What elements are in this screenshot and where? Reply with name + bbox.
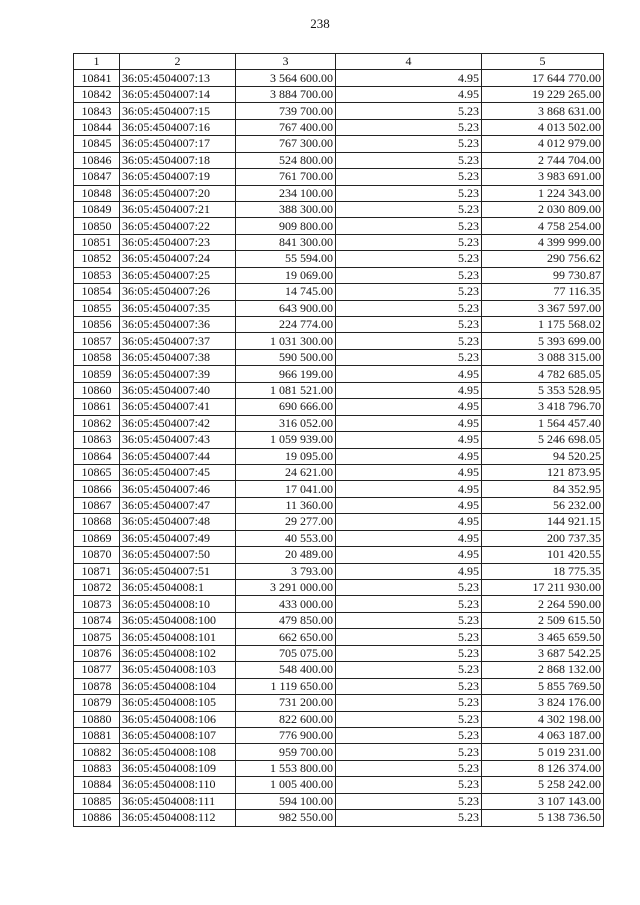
table-row bbox=[74, 695, 604, 711]
total-cell: 4 758 254.00 bbox=[482, 218, 604, 234]
row-number-cell: 10848 bbox=[74, 185, 120, 201]
total-cell: 3 418 796.70 bbox=[482, 399, 604, 415]
total-cell: 4 012 979.00 bbox=[482, 136, 604, 152]
row-number-cell: 10875 bbox=[74, 629, 120, 645]
rate-cell: 5.23 bbox=[336, 284, 482, 300]
value-cell: 594 100.00 bbox=[236, 793, 336, 809]
cadastral-number-cell: 36:05:4504008:107 bbox=[120, 727, 236, 743]
table-row bbox=[74, 678, 604, 694]
rate-cell: 4.95 bbox=[336, 399, 482, 415]
row-number-cell: 10873 bbox=[74, 596, 120, 612]
cadastral-number-cell: 36:05:4504007:51 bbox=[120, 563, 236, 579]
cadastral-number-cell: 36:05:4504007:36 bbox=[120, 317, 236, 333]
row-number-cell: 10869 bbox=[74, 530, 120, 546]
row-number-cell: 10882 bbox=[74, 744, 120, 760]
table-row bbox=[74, 481, 604, 497]
row-number-cell: 10879 bbox=[74, 695, 120, 711]
cadastral-number-cell: 36:05:4504008:109 bbox=[120, 760, 236, 776]
cadastral-number-cell: 36:05:4504007:13 bbox=[120, 70, 236, 86]
rate-cell: 4.95 bbox=[336, 563, 482, 579]
total-cell: 5 138 736.50 bbox=[482, 810, 604, 826]
total-cell: 144 921.15 bbox=[482, 514, 604, 530]
total-cell: 18 775.35 bbox=[482, 563, 604, 579]
cadastral-number-cell: 36:05:4504007:38 bbox=[120, 349, 236, 365]
total-cell: 3 983 691.00 bbox=[482, 169, 604, 185]
cadastral-number-cell: 36:05:4504008:112 bbox=[120, 810, 236, 826]
total-cell: 121 873.95 bbox=[482, 464, 604, 480]
cadastral-number-cell: 36:05:4504007:43 bbox=[120, 432, 236, 448]
total-cell: 84 352.95 bbox=[482, 481, 604, 497]
table-row bbox=[74, 201, 604, 217]
row-number-cell: 10871 bbox=[74, 563, 120, 579]
table-row bbox=[74, 399, 604, 415]
cadastral-number-cell: 36:05:4504007:19 bbox=[120, 169, 236, 185]
cadastral-number-cell: 36:05:4504008:105 bbox=[120, 695, 236, 711]
cadastral-number-cell: 36:05:4504007:17 bbox=[120, 136, 236, 152]
value-cell: 1 553 800.00 bbox=[236, 760, 336, 776]
table-row bbox=[74, 300, 604, 316]
rate-cell: 4.95 bbox=[336, 464, 482, 480]
total-cell: 5 019 231.00 bbox=[482, 744, 604, 760]
table-row bbox=[74, 70, 604, 86]
value-cell: 966 199.00 bbox=[236, 366, 336, 382]
total-cell: 4 782 685.05 bbox=[482, 366, 604, 382]
value-cell: 662 650.00 bbox=[236, 629, 336, 645]
row-number-cell: 10849 bbox=[74, 201, 120, 217]
row-number-cell: 10866 bbox=[74, 481, 120, 497]
table-header-row bbox=[74, 54, 604, 70]
total-cell: 200 737.35 bbox=[482, 530, 604, 546]
cadastral-number-cell: 36:05:4504008:106 bbox=[120, 711, 236, 727]
row-number-cell: 10886 bbox=[74, 810, 120, 826]
rate-cell: 5.23 bbox=[336, 119, 482, 135]
value-cell: 841 300.00 bbox=[236, 234, 336, 250]
value-cell: 55 594.00 bbox=[236, 251, 336, 267]
row-number-cell: 10851 bbox=[74, 234, 120, 250]
value-cell: 40 553.00 bbox=[236, 530, 336, 546]
value-cell: 224 774.00 bbox=[236, 317, 336, 333]
rate-cell: 5.23 bbox=[336, 185, 482, 201]
total-cell: 1 564 457.40 bbox=[482, 415, 604, 431]
table-row bbox=[74, 284, 604, 300]
total-cell: 2 509 615.50 bbox=[482, 612, 604, 628]
table-row bbox=[74, 810, 604, 826]
value-cell: 3 793.00 bbox=[236, 563, 336, 579]
rate-cell: 4.95 bbox=[336, 514, 482, 530]
rate-cell: 4.95 bbox=[336, 547, 482, 563]
row-number-cell: 10865 bbox=[74, 464, 120, 480]
row-number-cell: 10853 bbox=[74, 267, 120, 283]
row-number-cell: 10860 bbox=[74, 382, 120, 398]
row-number-cell: 10850 bbox=[74, 218, 120, 234]
row-number-cell: 10867 bbox=[74, 497, 120, 513]
value-cell: 433 000.00 bbox=[236, 596, 336, 612]
total-cell: 77 116.35 bbox=[482, 284, 604, 300]
row-number-cell: 10858 bbox=[74, 349, 120, 365]
row-number-cell: 10856 bbox=[74, 317, 120, 333]
rate-cell: 4.95 bbox=[336, 70, 482, 86]
cadastral-number-cell: 36:05:4504007:22 bbox=[120, 218, 236, 234]
table-row bbox=[74, 103, 604, 119]
row-number-cell: 10884 bbox=[74, 777, 120, 793]
rate-cell: 5.23 bbox=[336, 793, 482, 809]
value-cell: 29 277.00 bbox=[236, 514, 336, 530]
cadastral-number-cell: 36:05:4504007:16 bbox=[120, 119, 236, 135]
total-cell: 4 063 187.00 bbox=[482, 727, 604, 743]
row-number-cell: 10872 bbox=[74, 580, 120, 596]
rate-cell: 4.95 bbox=[336, 432, 482, 448]
column-header: 4 bbox=[336, 54, 482, 70]
total-cell: 2 030 809.00 bbox=[482, 201, 604, 217]
table-row bbox=[74, 218, 604, 234]
table-row bbox=[74, 152, 604, 168]
value-cell: 767 400.00 bbox=[236, 119, 336, 135]
row-number-cell: 10877 bbox=[74, 662, 120, 678]
column-header: 1 bbox=[74, 54, 120, 70]
data-table bbox=[73, 53, 604, 827]
table-row bbox=[74, 760, 604, 776]
row-number-cell: 10852 bbox=[74, 251, 120, 267]
table-row bbox=[74, 777, 604, 793]
table-row bbox=[74, 415, 604, 431]
row-number-cell: 10857 bbox=[74, 333, 120, 349]
row-number-cell: 10845 bbox=[74, 136, 120, 152]
rate-cell: 5.23 bbox=[336, 300, 482, 316]
rate-cell: 5.23 bbox=[336, 349, 482, 365]
rate-cell: 5.23 bbox=[336, 744, 482, 760]
rate-cell: 5.23 bbox=[336, 201, 482, 217]
cadastral-number-cell: 36:05:4504008:100 bbox=[120, 612, 236, 628]
table-row bbox=[74, 251, 604, 267]
total-cell: 4 399 999.00 bbox=[482, 234, 604, 250]
rate-cell: 4.95 bbox=[336, 530, 482, 546]
total-cell: 3 465 659.50 bbox=[482, 629, 604, 645]
total-cell: 5 353 528.95 bbox=[482, 382, 604, 398]
cadastral-number-cell: 36:05:4504007:48 bbox=[120, 514, 236, 530]
page-number: 238 bbox=[310, 16, 330, 31]
cadastral-number-cell: 36:05:4504007:44 bbox=[120, 448, 236, 464]
value-cell: 1 005 400.00 bbox=[236, 777, 336, 793]
cadastral-number-cell: 36:05:4504007:45 bbox=[120, 464, 236, 480]
rate-cell: 5.23 bbox=[336, 596, 482, 612]
row-number-cell: 10878 bbox=[74, 678, 120, 694]
table-row bbox=[74, 86, 604, 102]
value-cell: 388 300.00 bbox=[236, 201, 336, 217]
value-cell: 1 081 521.00 bbox=[236, 382, 336, 398]
total-cell: 3 687 542.25 bbox=[482, 645, 604, 661]
rate-cell: 5.23 bbox=[336, 136, 482, 152]
rate-cell: 4.95 bbox=[336, 86, 482, 102]
row-number-cell: 10863 bbox=[74, 432, 120, 448]
rate-cell: 5.23 bbox=[336, 645, 482, 661]
table-row bbox=[74, 596, 604, 612]
table-row bbox=[74, 169, 604, 185]
table-row bbox=[74, 448, 604, 464]
value-cell: 739 700.00 bbox=[236, 103, 336, 119]
value-cell: 690 666.00 bbox=[236, 399, 336, 415]
value-cell: 822 600.00 bbox=[236, 711, 336, 727]
value-cell: 909 800.00 bbox=[236, 218, 336, 234]
rate-cell: 5.23 bbox=[336, 218, 482, 234]
table-row bbox=[74, 464, 604, 480]
total-cell: 101 420.55 bbox=[482, 547, 604, 563]
rate-cell: 5.23 bbox=[336, 333, 482, 349]
cadastral-number-cell: 36:05:4504007:46 bbox=[120, 481, 236, 497]
rate-cell: 5.23 bbox=[336, 678, 482, 694]
total-cell: 5 258 242.00 bbox=[482, 777, 604, 793]
total-cell: 3 367 597.00 bbox=[482, 300, 604, 316]
row-number-cell: 10885 bbox=[74, 793, 120, 809]
row-number-cell: 10876 bbox=[74, 645, 120, 661]
total-cell: 2 744 704.00 bbox=[482, 152, 604, 168]
rate-cell: 5.23 bbox=[336, 695, 482, 711]
value-cell: 705 075.00 bbox=[236, 645, 336, 661]
table-row bbox=[74, 185, 604, 201]
total-cell: 3 868 631.00 bbox=[482, 103, 604, 119]
rate-cell: 5.23 bbox=[336, 317, 482, 333]
value-cell: 20 489.00 bbox=[236, 547, 336, 563]
row-number-cell: 10847 bbox=[74, 169, 120, 185]
cadastral-number-cell: 36:05:4504007:49 bbox=[120, 530, 236, 546]
rate-cell: 5.23 bbox=[336, 760, 482, 776]
row-number-cell: 10846 bbox=[74, 152, 120, 168]
cadastral-number-cell: 36:05:4504008:102 bbox=[120, 645, 236, 661]
row-number-cell: 10864 bbox=[74, 448, 120, 464]
row-number-cell: 10843 bbox=[74, 103, 120, 119]
cadastral-number-cell: 36:05:4504007:39 bbox=[120, 366, 236, 382]
cadastral-number-cell: 36:05:4504008:1 bbox=[120, 580, 236, 596]
column-header: 2 bbox=[120, 54, 236, 70]
total-cell: 4 302 198.00 bbox=[482, 711, 604, 727]
rate-cell: 4.95 bbox=[336, 382, 482, 398]
value-cell: 3 564 600.00 bbox=[236, 70, 336, 86]
row-number-cell: 10859 bbox=[74, 366, 120, 382]
value-cell: 19 069.00 bbox=[236, 267, 336, 283]
cadastral-number-cell: 36:05:4504007:47 bbox=[120, 497, 236, 513]
value-cell: 14 745.00 bbox=[236, 284, 336, 300]
table-row bbox=[74, 382, 604, 398]
total-cell: 2 264 590.00 bbox=[482, 596, 604, 612]
value-cell: 524 800.00 bbox=[236, 152, 336, 168]
table-row bbox=[74, 612, 604, 628]
table-row bbox=[74, 563, 604, 579]
total-cell: 17 644 770.00 bbox=[482, 70, 604, 86]
value-cell: 959 700.00 bbox=[236, 744, 336, 760]
cadastral-number-cell: 36:05:4504007:35 bbox=[120, 300, 236, 316]
total-cell: 2 868 132.00 bbox=[482, 662, 604, 678]
table-row bbox=[74, 497, 604, 513]
value-cell: 761 700.00 bbox=[236, 169, 336, 185]
total-cell: 290 756.62 bbox=[482, 251, 604, 267]
table-row bbox=[74, 333, 604, 349]
table-row bbox=[74, 234, 604, 250]
value-cell: 3 884 700.00 bbox=[236, 86, 336, 102]
total-cell: 5 393 699.00 bbox=[482, 333, 604, 349]
row-number-cell: 10855 bbox=[74, 300, 120, 316]
total-cell: 5 855 769.50 bbox=[482, 678, 604, 694]
total-cell: 1 224 343.00 bbox=[482, 185, 604, 201]
value-cell: 731 200.00 bbox=[236, 695, 336, 711]
cadastral-number-cell: 36:05:4504007:25 bbox=[120, 267, 236, 283]
rate-cell: 5.23 bbox=[336, 810, 482, 826]
cadastral-number-cell: 36:05:4504008:108 bbox=[120, 744, 236, 760]
cadastral-number-cell: 36:05:4504007:26 bbox=[120, 284, 236, 300]
rate-cell: 5.23 bbox=[336, 777, 482, 793]
value-cell: 643 900.00 bbox=[236, 300, 336, 316]
column-header: 5 bbox=[482, 54, 604, 70]
rate-cell: 5.23 bbox=[336, 169, 482, 185]
rate-cell: 4.95 bbox=[336, 448, 482, 464]
rate-cell: 5.23 bbox=[336, 629, 482, 645]
value-cell: 1 031 300.00 bbox=[236, 333, 336, 349]
row-number-cell: 10862 bbox=[74, 415, 120, 431]
table-row bbox=[74, 136, 604, 152]
value-cell: 1 119 650.00 bbox=[236, 678, 336, 694]
table-row bbox=[74, 267, 604, 283]
table-row bbox=[74, 432, 604, 448]
row-number-cell: 10870 bbox=[74, 547, 120, 563]
value-cell: 479 850.00 bbox=[236, 612, 336, 628]
table-row bbox=[74, 530, 604, 546]
table-row bbox=[74, 727, 604, 743]
cadastral-number-cell: 36:05:4504007:50 bbox=[120, 547, 236, 563]
row-number-cell: 10874 bbox=[74, 612, 120, 628]
row-number-cell: 10880 bbox=[74, 711, 120, 727]
cadastral-number-cell: 36:05:4504008:104 bbox=[120, 678, 236, 694]
row-number-cell: 10868 bbox=[74, 514, 120, 530]
rate-cell: 5.23 bbox=[336, 727, 482, 743]
value-cell: 11 360.00 bbox=[236, 497, 336, 513]
value-cell: 590 500.00 bbox=[236, 349, 336, 365]
rate-cell: 4.95 bbox=[336, 366, 482, 382]
total-cell: 99 730.87 bbox=[482, 267, 604, 283]
cadastral-number-cell: 36:05:4504007:37 bbox=[120, 333, 236, 349]
cadastral-number-cell: 36:05:4504008:103 bbox=[120, 662, 236, 678]
rate-cell: 5.23 bbox=[336, 234, 482, 250]
cadastral-number-cell: 36:05:4504007:41 bbox=[120, 399, 236, 415]
total-cell: 3 088 315.00 bbox=[482, 349, 604, 365]
table-row bbox=[74, 629, 604, 645]
table-row bbox=[74, 744, 604, 760]
row-number-cell: 10883 bbox=[74, 760, 120, 776]
value-cell: 982 550.00 bbox=[236, 810, 336, 826]
rate-cell: 4.95 bbox=[336, 415, 482, 431]
table-row bbox=[74, 366, 604, 382]
row-number-cell: 10841 bbox=[74, 70, 120, 86]
value-cell: 776 900.00 bbox=[236, 727, 336, 743]
value-cell: 234 100.00 bbox=[236, 185, 336, 201]
cadastral-number-cell: 36:05:4504007:15 bbox=[120, 103, 236, 119]
rate-cell: 5.23 bbox=[336, 267, 482, 283]
cadastral-number-cell: 36:05:4504007:18 bbox=[120, 152, 236, 168]
table-row bbox=[74, 317, 604, 333]
value-cell: 548 400.00 bbox=[236, 662, 336, 678]
row-number-cell: 10881 bbox=[74, 727, 120, 743]
table-row bbox=[74, 580, 604, 596]
cadastral-number-cell: 36:05:4504007:20 bbox=[120, 185, 236, 201]
cadastral-number-cell: 36:05:4504007:42 bbox=[120, 415, 236, 431]
value-cell: 3 291 000.00 bbox=[236, 580, 336, 596]
total-cell: 94 520.25 bbox=[482, 448, 604, 464]
table-row bbox=[74, 547, 604, 563]
table-row bbox=[74, 793, 604, 809]
row-number-cell: 10844 bbox=[74, 119, 120, 135]
rate-cell: 4.95 bbox=[336, 481, 482, 497]
table-row bbox=[74, 349, 604, 365]
table-row bbox=[74, 662, 604, 678]
table-row bbox=[74, 645, 604, 661]
cadastral-number-cell: 36:05:4504007:14 bbox=[120, 86, 236, 102]
row-number-cell: 10842 bbox=[74, 86, 120, 102]
value-cell: 1 059 939.00 bbox=[236, 432, 336, 448]
cadastral-number-cell: 36:05:4504008:111 bbox=[120, 793, 236, 809]
value-cell: 767 300.00 bbox=[236, 136, 336, 152]
cadastral-number-cell: 36:05:4504007:40 bbox=[120, 382, 236, 398]
total-cell: 1 175 568.02 bbox=[482, 317, 604, 333]
rate-cell: 5.23 bbox=[336, 662, 482, 678]
total-cell: 4 013 502.00 bbox=[482, 119, 604, 135]
total-cell: 3 824 176.00 bbox=[482, 695, 604, 711]
total-cell: 8 126 374.00 bbox=[482, 760, 604, 776]
total-cell: 5 246 698.05 bbox=[482, 432, 604, 448]
value-cell: 17 041.00 bbox=[236, 481, 336, 497]
rate-cell: 5.23 bbox=[336, 580, 482, 596]
rate-cell: 5.23 bbox=[336, 711, 482, 727]
cadastral-number-cell: 36:05:4504007:21 bbox=[120, 201, 236, 217]
total-cell: 17 211 930.00 bbox=[482, 580, 604, 596]
value-cell: 19 095.00 bbox=[236, 448, 336, 464]
row-number-cell: 10854 bbox=[74, 284, 120, 300]
total-cell: 19 229 265.00 bbox=[482, 86, 604, 102]
rate-cell: 4.95 bbox=[336, 497, 482, 513]
cadastral-number-cell: 36:05:4504008:101 bbox=[120, 629, 236, 645]
row-number-cell: 10861 bbox=[74, 399, 120, 415]
table-row bbox=[74, 711, 604, 727]
cadastral-number-cell: 36:05:4504007:24 bbox=[120, 251, 236, 267]
rate-cell: 5.23 bbox=[336, 103, 482, 119]
value-cell: 24 621.00 bbox=[236, 464, 336, 480]
cadastral-number-cell: 36:05:4504007:23 bbox=[120, 234, 236, 250]
rate-cell: 5.23 bbox=[336, 152, 482, 168]
value-cell: 316 052.00 bbox=[236, 415, 336, 431]
rate-cell: 5.23 bbox=[336, 612, 482, 628]
total-cell: 3 107 143.00 bbox=[482, 793, 604, 809]
rate-cell: 5.23 bbox=[336, 251, 482, 267]
column-header: 3 bbox=[236, 54, 336, 70]
cadastral-number-cell: 36:05:4504008:10 bbox=[120, 596, 236, 612]
table-row bbox=[74, 119, 604, 135]
total-cell: 56 232.00 bbox=[482, 497, 604, 513]
cadastral-number-cell: 36:05:4504008:110 bbox=[120, 777, 236, 793]
table-row bbox=[74, 514, 604, 530]
